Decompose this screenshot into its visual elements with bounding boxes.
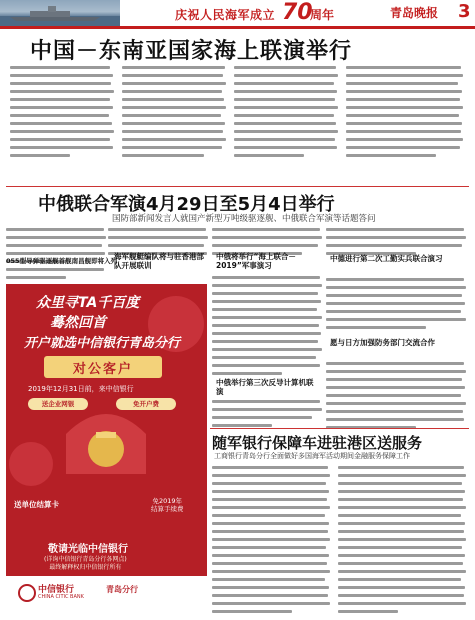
ad-tag-fee-line-2: 结算手续费 [151,505,184,513]
ad-tag-card: 送单位结算卡 [14,500,59,509]
citic-logo-icon [18,584,36,602]
second-headline: 中俄联合军演4月29日至5月4日举行 [38,194,335,215]
subhead-japan: 愿与日方加强防务部门交流合作 [330,338,435,347]
ad-disclaimer [44,556,127,571]
masthead-divider [0,26,475,29]
masthead-title-suffix: 周年 [310,8,335,22]
ad-banner [44,356,162,378]
subhead-second-drill: 中德进行第二次工勤实兵联合演习 [330,254,443,263]
ad-line-3: 开户就选中信银行青岛分行 [24,336,181,351]
masthead-anniversary: 70 [282,0,313,25]
section-divider-1 [6,186,469,187]
subhead-missile-defense: 中俄举行第三次反导计算机联演 [216,378,314,396]
ad-disclaimer-line-2: 最终解释权归中信银行所有 [49,563,122,571]
masthead [0,0,475,26]
top-story-body [10,66,466,181]
bottom-col-1 [212,466,330,618]
ad-decoration [6,284,207,576]
masthead-title-prefix: 庆祝人民海军成立 [175,8,276,22]
top-col-1 [10,66,115,162]
ad-banner-label: 对公客户 [72,362,133,377]
ad-welcome: 敬请光临中信银行 [48,544,128,555]
third-headline: 随军银行保障车进驻港区送服务 [212,434,423,452]
section-divider-2 [210,428,469,429]
ad-disclaimer-line-1: (详询中信银行青岛分行各网点) [44,556,127,563]
subhead-destroyer: 055型导弹驱逐舰首舰南昌舰即将入列 [6,257,118,265]
ad-footer [6,576,207,611]
bottom-col-2 [338,466,466,618]
third-headline-subtitle: 工商银行青岛分行全面做好多国海军活动期间金融服务保障工作 [214,452,410,460]
ad-line-1: 众里寻TA千百度 [36,295,140,311]
warship-photo [0,0,120,26]
ad-date-text: 2019年12月31日前，来中信银行 [28,385,134,393]
bank-branch: 青岛分行 [106,584,138,594]
ad-line-2: 蓦然回首 [50,315,106,331]
page-number: 3 [458,1,471,22]
bank-name-en: CHINA CITIC BANK [38,594,84,600]
second-headline-subtitle: 国防部新闻发言人就国产新型万吨级驱逐舰、中俄联合军演等话题答问 [112,214,376,224]
ad-tag-fee [151,497,184,513]
top-col-2 [122,66,227,162]
subhead-joint-training: 海军舰艇编队将与驻香港部队开展联训 [114,252,204,270]
ad-offer-free-account: 免开户费 [116,398,176,410]
paper-name: 青岛晚报 [390,6,439,20]
main-headline: 中国－东南亚国家海上联演举行 [30,39,353,64]
bank-name: 中信银行 [38,585,75,595]
left-col-text-2 [6,268,106,284]
top-col-3 [234,66,339,162]
top-col-4 [346,66,464,162]
center-col-text-2 [212,276,322,380]
ad-tag-fee-line-1: 免2019年 [152,497,183,505]
citic-bank-advertisement[interactable] [6,284,207,611]
right-col-text-3 [326,362,466,434]
subhead-exercise: 中俄将举行“海上联合－2019”军事演习 [216,252,296,270]
right-col-text-2 [326,278,466,334]
ad-offer-online-banking: 送企业网银 [28,398,88,410]
